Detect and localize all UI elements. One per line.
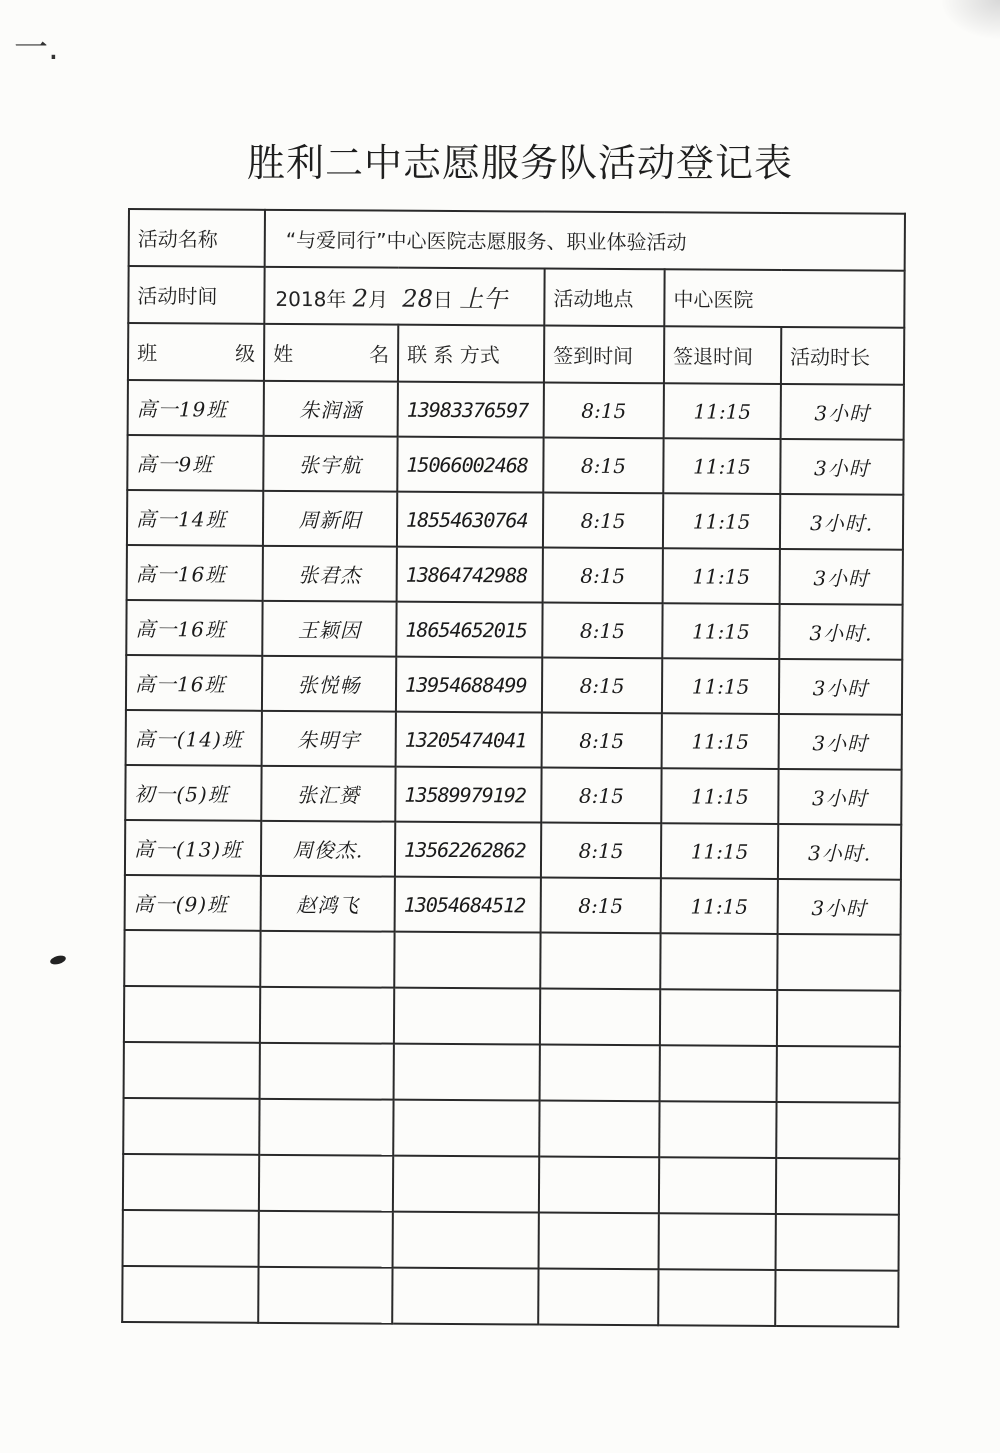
activity-time-row: [128, 266, 904, 328]
empty-cell: [124, 930, 260, 987]
phone-cell: 13983376597: [398, 382, 544, 438]
duration-cell: 3小时: [781, 384, 904, 440]
empty-cell: [123, 1098, 259, 1155]
header-signin: 签到时间: [544, 326, 664, 384]
empty-cell: [124, 1042, 260, 1099]
duration-cell: 3小时: [780, 549, 903, 605]
signin-cell: 8:15: [542, 713, 662, 769]
table-row: [126, 710, 902, 770]
duration-cell: 3小时: [779, 714, 902, 770]
empty-cell: [260, 931, 394, 988]
header-contact: 联 系 方式: [398, 325, 544, 383]
page-title: 胜利二中志愿服务队活动登记表: [246, 141, 793, 185]
name-cell: 周俊杰.: [261, 821, 395, 877]
empty-row: [124, 1042, 900, 1103]
class-cell: 高一(13)班: [125, 820, 261, 876]
empty-cell: [539, 1157, 659, 1214]
header-row: [128, 323, 904, 385]
signout-cell: 11:15: [662, 658, 779, 714]
empty-cell: [538, 1269, 658, 1326]
time-period: 上午: [459, 285, 508, 314]
empty-row: [124, 930, 900, 991]
time-year-unit: 年: [326, 287, 347, 312]
class-cell: 高一14班: [127, 490, 263, 546]
signin-cell: 8:15: [541, 823, 661, 879]
empty-cell: [777, 934, 900, 991]
time-month-unit: 月: [367, 287, 389, 312]
empty-row: [124, 986, 900, 1047]
empty-row: [123, 1210, 899, 1271]
empty-cell: [540, 989, 660, 1046]
empty-cell: [123, 1154, 259, 1211]
empty-cell: [659, 1157, 776, 1214]
signout-cell: 11:15: [663, 493, 780, 549]
empty-cell: [539, 1101, 659, 1158]
activity-time-label: 活动时间: [128, 266, 264, 324]
signin-cell: 8:15: [543, 438, 663, 494]
activity-time-value: [264, 267, 544, 326]
time-year: 2018: [275, 286, 327, 312]
signin-cell: 8:15: [544, 383, 664, 439]
name-cell: 周新阳: [263, 491, 397, 547]
table-row: [128, 380, 904, 440]
class-cell: 高一16班: [126, 655, 262, 711]
empty-row: [123, 1154, 899, 1215]
signout-cell: 11:15: [661, 768, 778, 824]
empty-cell: [392, 1268, 538, 1325]
name-cell: 朱润涵: [264, 381, 398, 437]
signin-cell: 8:15: [541, 878, 661, 934]
time-month: 2: [352, 284, 369, 313]
class-cell: 高一16班: [127, 545, 263, 601]
empty-cell: [777, 990, 900, 1047]
registration-table: [121, 208, 906, 1328]
name-cell: 王颖因: [262, 601, 396, 657]
empty-cell: [259, 1155, 393, 1212]
signout-cell: 11:15: [661, 823, 778, 879]
class-cell: 高一16班: [126, 600, 262, 656]
phone-cell: 13864742988: [397, 547, 543, 603]
duration-cell: 3小时: [780, 439, 903, 495]
empty-cell: [393, 1212, 539, 1269]
table-row: [125, 820, 901, 880]
activity-name-row: [129, 209, 905, 271]
empty-cell: [259, 1099, 393, 1156]
empty-row: [123, 1098, 899, 1159]
empty-cell: [260, 1043, 394, 1100]
empty-cell: [393, 1156, 539, 1213]
duration-cell: 3小时: [779, 659, 902, 715]
phone-cell: 13589979192: [395, 767, 541, 823]
empty-cell: [540, 933, 660, 990]
paper-scuff: [940, 0, 1000, 40]
time-day: 28: [402, 284, 433, 313]
name-cell: 张君杰: [263, 546, 397, 602]
table-row: [127, 490, 903, 550]
empty-cell: [659, 1213, 776, 1270]
name-cell: 张汇赟: [261, 766, 395, 822]
name-cell: 张悦畅: [262, 656, 396, 712]
signout-cell: 11:15: [663, 548, 780, 604]
empty-cell: [393, 1100, 539, 1157]
name-cell: 朱明宇: [262, 711, 396, 767]
empty-cell: [659, 1101, 776, 1158]
signout-cell: 11:15: [662, 603, 779, 659]
empty-cell: [660, 989, 777, 1046]
empty-cell: [660, 933, 777, 990]
class-cell: 高一(14)班: [126, 710, 262, 766]
table-row: [125, 765, 901, 825]
signin-cell: 8:15: [543, 493, 663, 549]
empty-cell: [258, 1267, 392, 1324]
class-cell: 高一(9)班: [125, 875, 261, 931]
phone-cell: 13562262862: [395, 822, 541, 878]
header-name: 姓 名: [264, 324, 398, 382]
duration-cell: 3小时.: [779, 604, 902, 660]
corner-mark: 一.: [14, 28, 59, 68]
phone-cell: 18654652015: [396, 602, 542, 658]
time-day-unit: 日: [432, 287, 453, 312]
empty-cell: [540, 1045, 660, 1102]
signin-cell: 8:15: [541, 768, 661, 824]
table-row: [127, 435, 903, 495]
empty-cell: [394, 1044, 540, 1101]
duration-cell: 3小时.: [780, 494, 903, 550]
empty-cell: [394, 932, 540, 989]
activity-place-value: 中心医院: [664, 269, 904, 327]
class-cell: 高一9班: [127, 435, 263, 491]
phone-cell: 13054684512: [395, 877, 541, 933]
signin-cell: 8:15: [543, 548, 663, 604]
duration-cell: 3小时: [778, 769, 901, 825]
empty-cell: [658, 1269, 775, 1326]
empty-cell: [776, 1158, 899, 1215]
phone-cell: 13205474041: [396, 712, 542, 768]
signout-cell: 11:15: [662, 713, 779, 769]
name-cell: 张宇航: [263, 436, 397, 492]
empty-cell: [122, 1266, 258, 1323]
header-signout: 签退时间: [664, 326, 781, 384]
empty-cell: [260, 987, 394, 1044]
table-row: [125, 875, 901, 935]
header-duration: 活动时长: [781, 327, 904, 385]
signout-cell: 11:15: [664, 383, 781, 439]
signout-cell: 11:15: [663, 438, 780, 494]
phone-cell: 13954688499: [396, 657, 542, 713]
activity-name-label: 活动名称: [129, 209, 265, 267]
phone-cell: 15066002468: [397, 437, 543, 493]
name-cell: 赵鸿飞: [261, 876, 395, 932]
empty-row: [122, 1266, 898, 1327]
phone-cell: 18554630764: [397, 492, 543, 548]
signin-cell: 8:15: [542, 658, 662, 714]
table-row: [126, 655, 902, 715]
header-class: 班 级: [128, 323, 264, 381]
table-row: [126, 600, 902, 660]
duration-cell: 3小时: [778, 879, 901, 935]
duration-cell: 3小时.: [778, 824, 901, 880]
table-row: [127, 545, 903, 605]
signin-cell: 8:15: [542, 603, 662, 659]
empty-cell: [775, 1270, 898, 1327]
activity-place-label: 活动地点: [544, 269, 664, 327]
class-cell: 初一(5)班: [125, 765, 261, 821]
empty-cell: [259, 1211, 393, 1268]
empty-cell: [660, 1045, 777, 1102]
empty-cell: [777, 1046, 900, 1103]
empty-cell: [776, 1102, 899, 1159]
ink-dot: [49, 954, 67, 966]
activity-name-value: “与爱同行”中心医院志愿服务、职业体验活动: [265, 210, 905, 271]
empty-cell: [123, 1210, 259, 1267]
signout-cell: 11:15: [661, 878, 778, 934]
empty-cell: [394, 988, 540, 1045]
empty-cell: [776, 1214, 899, 1271]
empty-cell: [539, 1213, 659, 1270]
class-cell: 高一19班: [128, 380, 264, 436]
empty-cell: [124, 986, 260, 1043]
